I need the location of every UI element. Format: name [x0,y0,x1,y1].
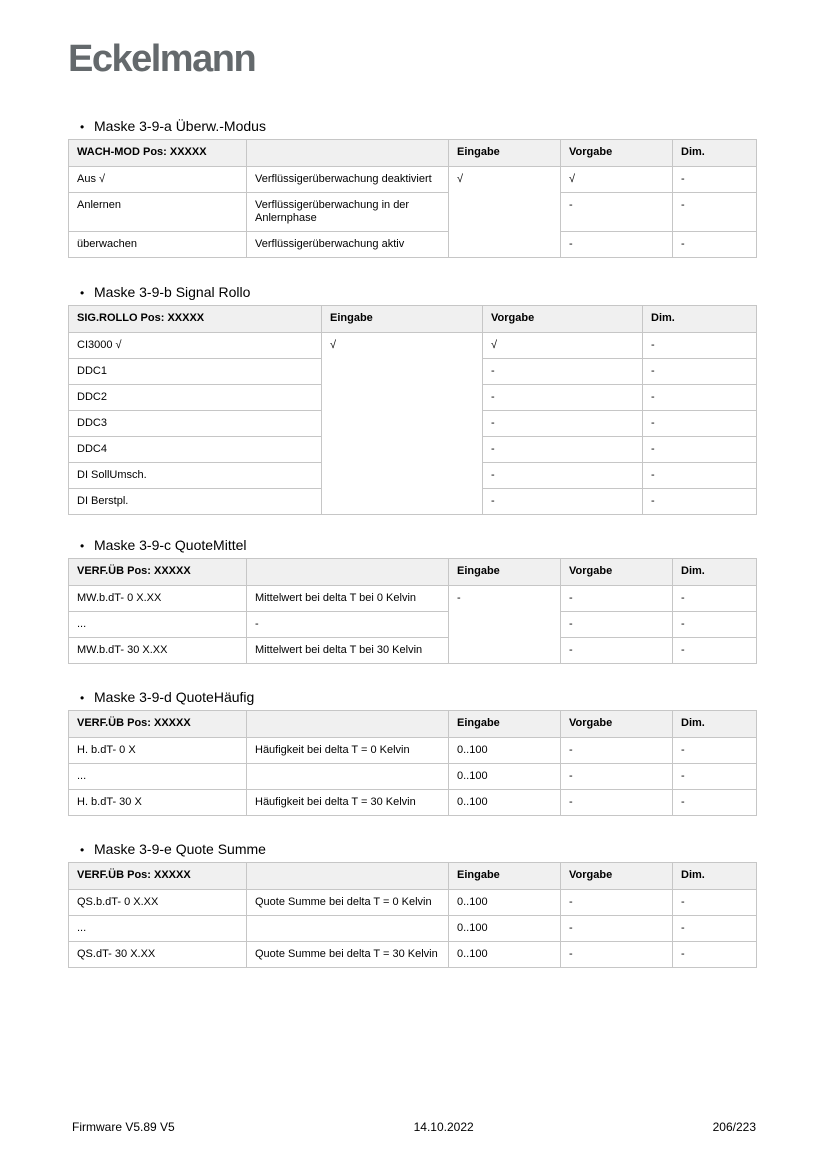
table-row [69,232,757,258]
section-title [68,841,756,858]
column-header: Dim. [673,559,757,586]
table-cell: - [483,489,643,515]
table-cell: Quote Summe bei delta T = 30 Kelvin [247,942,449,968]
table-cell [247,916,449,942]
table-cell: Verflüssigerüberwachung in der Anlernphase [247,193,449,232]
table-cell: - [561,942,673,968]
table-cell: Häufigkeit bei delta T = 30 Kelvin [247,790,449,816]
table-cell: - [673,167,757,193]
table-cell: - [643,359,757,385]
table-cell: - [561,586,673,612]
table-cell: - [643,411,757,437]
bullet-icon: • [80,539,85,553]
table-cell [247,764,449,790]
table-signal-rollo [68,305,757,515]
table-row [69,764,757,790]
table-cell: DI Berstpl. [69,489,322,515]
table-cell: √ [483,333,643,359]
table-cell: DDC1 [69,359,322,385]
table-cell: MW.b.dT- 30 X.XX [69,638,247,664]
table-quotemittel [68,558,757,664]
table-header-row [69,863,757,890]
table-cell: Quote Summe bei delta T = 0 Kelvin [247,890,449,916]
footer-page-number: 206/223 [712,1120,756,1134]
table-cell: - [673,890,757,916]
table-cell: DDC4 [69,437,322,463]
section-title [68,284,756,301]
bullet-icon: • [80,691,85,705]
table-cell: 0..100 [449,738,561,764]
column-header: VERF.ÜB Pos: XXXXX [69,863,247,890]
table-cell: - [561,764,673,790]
table-row [69,916,757,942]
table-cell: √ [561,167,673,193]
column-header: SIG.ROLLO Pos: XXXXX [69,306,322,333]
section-title-text: Maske 3-9-c QuoteMittel [94,537,247,553]
footer-date: 14.10.2022 [413,1120,474,1134]
table-cell: - [561,890,673,916]
table-cell: DDC3 [69,411,322,437]
table-cell: Verflüssigerüberwachung aktiv [247,232,449,258]
section-title [68,118,756,135]
table-cell: - [673,193,757,232]
column-header: VERF.ÜB Pos: XXXXX [69,559,247,586]
table-cell: - [483,463,643,489]
table-ueberw-modus [68,139,757,258]
table-cell: - [561,232,673,258]
table-cell: - [483,359,643,385]
table-cell: - [483,437,643,463]
table-cell: - [673,638,757,664]
table-header-row [69,711,757,738]
section-maske-3-9-e [68,841,756,968]
column-header: Vorgabe [483,306,643,333]
bullet-icon: • [80,286,85,300]
table-cell: Häufigkeit bei delta T = 0 Kelvin [247,738,449,764]
table-cell: - [673,764,757,790]
column-header: Eingabe [449,863,561,890]
table-cell: - [561,638,673,664]
column-header: VERF.ÜB Pos: XXXXX [69,711,247,738]
table-row [69,193,757,232]
table-cell: 0..100 [449,890,561,916]
table-cell: - [673,586,757,612]
table-cell: 0..100 [449,916,561,942]
table-cell: Aus √ [69,167,247,193]
table-cell: - [643,385,757,411]
table-row [69,942,757,968]
section-maske-3-9-d [68,689,756,816]
bullet-icon: • [80,843,85,857]
column-header: Vorgabe [561,863,673,890]
table-cell: überwachen [69,232,247,258]
table-row [69,890,757,916]
section-title [68,689,756,706]
table-header-row [69,306,757,333]
table-cell: ... [69,916,247,942]
table-quote-summe [68,862,757,968]
section-title-text: Maske 3-9-b Signal Rollo [94,284,251,300]
table-cell: - [643,463,757,489]
table-cell: - [483,411,643,437]
table-cell: - [673,916,757,942]
table-cell: Verflüssigerüberwachung deaktiviert [247,167,449,193]
table-cell: ... [69,764,247,790]
table-cell: Mittelwert bei delta T bei 0 Kelvin [247,586,449,612]
table-cell: Anlernen [69,193,247,232]
table-cell: - [561,790,673,816]
table-cell: - [643,437,757,463]
table-cell: 0..100 [449,942,561,968]
section-maske-3-9-b [68,284,756,515]
column-header [247,863,449,890]
table-header-row [69,559,757,586]
column-header [247,711,449,738]
column-header: Vorgabe [561,559,673,586]
table-cell: - [483,385,643,411]
table-cell: √ [322,333,483,515]
section-title-text: Maske 3-9-d QuoteHäufig [94,689,255,705]
table-cell: - [643,333,757,359]
table-cell: Mittelwert bei delta T bei 30 Kelvin [247,638,449,664]
column-header: Eingabe [449,559,561,586]
table-cell: - [561,738,673,764]
footer-firmware-version: Firmware V5.89 V5 [72,1120,175,1134]
eckelmann-logo: Eckelmann [68,38,256,80]
table-cell: - [561,612,673,638]
table-cell: - [561,916,673,942]
column-header: WACH-MOD Pos: XXXXX [69,140,247,167]
table-header-row [69,140,757,167]
table-row [69,586,757,612]
section-maske-3-9-c [68,537,756,664]
table-cell: H. b.dT- 30 X [69,790,247,816]
table-row [69,333,757,359]
table-row [69,738,757,764]
column-header: Dim. [673,140,757,167]
column-header: Eingabe [322,306,483,333]
table-cell: - [673,612,757,638]
section-maske-3-9-a [68,118,756,258]
column-header: Eingabe [449,711,561,738]
table-cell: - [673,790,757,816]
bullet-icon: • [80,120,85,134]
page-footer [68,1120,756,1134]
table-row [69,612,757,638]
table-cell: DI SollUmsch. [69,463,322,489]
column-header: Vorgabe [561,711,673,738]
table-cell: - [673,738,757,764]
table-cell: MW.b.dT- 0 X.XX [69,586,247,612]
table-cell: CI3000 √ [69,333,322,359]
table-cell: H. b.dT- 0 X [69,738,247,764]
section-title-text: Maske 3-9-a Überw.-Modus [94,118,266,134]
column-header [247,559,449,586]
column-header: Dim. [643,306,757,333]
table-row [69,167,757,193]
column-header: Eingabe [449,140,561,167]
table-cell: DDC2 [69,385,322,411]
table-cell: 0..100 [449,764,561,790]
column-header [247,140,449,167]
table-cell: 0..100 [449,790,561,816]
table-row [69,638,757,664]
table-row [69,790,757,816]
table-cell: - [561,193,673,232]
column-header: Dim. [673,711,757,738]
column-header: Vorgabe [561,140,673,167]
section-title-text: Maske 3-9-e Quote Summe [94,841,266,857]
table-cell: - [449,586,561,664]
table-cell: √ [449,167,561,258]
column-header: Dim. [673,863,757,890]
table-quotehaeufig [68,710,757,816]
section-title [68,537,756,554]
table-cell: - [673,942,757,968]
table-cell: QS.b.dT- 0 X.XX [69,890,247,916]
table-cell: - [643,489,757,515]
table-cell: - [247,612,449,638]
table-cell: QS.dT- 30 X.XX [69,942,247,968]
table-cell: - [673,232,757,258]
table-cell: ... [69,612,247,638]
